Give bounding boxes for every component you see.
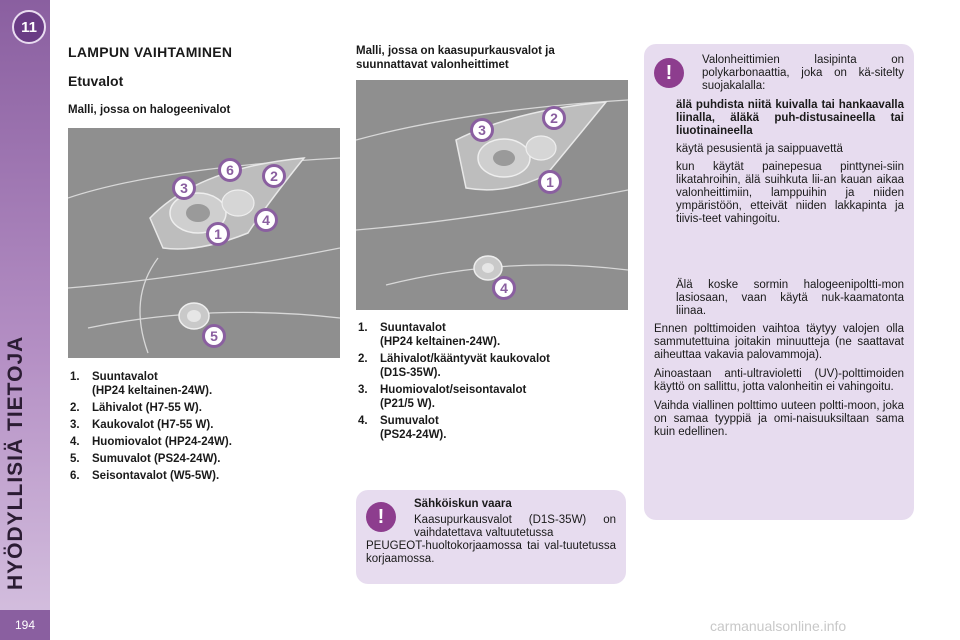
callout-1: 1 [538, 170, 562, 194]
watermark: carmanualsonline.info [710, 618, 847, 634]
list-item: 5. Sumuvalot (PS24-24W). [70, 453, 221, 465]
callout-1: 1 [206, 222, 230, 246]
callout-4: 4 [492, 276, 516, 300]
warning-text-cont: PEUGEOT-huoltokorjaamossa tai val-tuutetussa korjaamossa. [366, 540, 616, 565]
callout-6: 6 [218, 158, 242, 182]
warning-paragraph: Ennen polttimoiden vaihtoa täytyy valojen olla sammutettuina joitakin minuutteja (ne saattavat aiheuttaa vakavia palovammoja). [654, 323, 904, 361]
bullet-item: älä puhdista niitä kuivalla tai hankaavalla liinalla, äläkä puh-distusaineella tai liuotinaineella [676, 99, 904, 137]
bullet-item: Älä koske sormin halogeenipoltti-mon lasiosaan, vaan käytä nuk-kaamatonta liinaa. [676, 279, 904, 317]
callout-4: 4 [254, 208, 278, 232]
warning-title: Sähköiskun vaara [414, 498, 512, 510]
callout-3: 3 [470, 118, 494, 142]
page-number: 194 [0, 610, 50, 640]
chapter-title: HYÖDYLLISIÄ TIETOJA [4, 335, 27, 590]
list-item: 2. Lähivalot/kääntyvät kaukovalot (D1S-35W). [358, 353, 551, 379]
callout-3: 3 [172, 176, 196, 200]
list-item: 4. Sumuvalot (PS24-24W). [358, 415, 447, 441]
exclamation-icon: ! [654, 58, 684, 88]
xenon-bulb-list [358, 321, 628, 445]
callout-2: 2 [542, 106, 566, 130]
chapter-badge: 11 [12, 10, 46, 44]
halogen-bulb-list [70, 370, 340, 486]
headlamp-care-warning [644, 44, 914, 520]
list-item: 4. Huomiovalot (HP24-24W). [70, 436, 232, 448]
exclamation-icon: ! [366, 502, 396, 532]
halogen-headlamp-photo [68, 128, 340, 358]
halogen-heading: Malli, jossa on halogeenivalot [68, 104, 231, 116]
callout-2: 2 [262, 164, 286, 188]
warning-paragraph: Ainoastaan anti-ultravioletti (UV)-polttimoiden käyttö on sallittu, jotta valonheitin ei vahingoitu. [654, 368, 904, 393]
list-item: 3. Huomiovalot/seisontavalot (P21/5 W). [358, 384, 527, 410]
halogen-headlamp-illustration [68, 128, 340, 358]
xenon-headlamp-illustration [356, 80, 628, 310]
warning-paragraph: Vaihda viallinen polttimo uuteen poltti-moon, joka on samaa tyyppiä ja omi-naisuuksiltaan sama kuin edellinen. [654, 400, 904, 438]
list-item: 3. Kaukovalot (H7-55 W). [70, 419, 214, 431]
bullet-item: käytä pesusientä ja saippuavettä [676, 143, 843, 155]
xenon-heading: Malli, jossa on kaasupurkausvalot ja suunnattavat valonheittimet [356, 45, 555, 71]
callout-5: 5 [202, 324, 226, 348]
xenon-headlamp-photo [356, 80, 628, 310]
list-item: 6. Seisontavalot (W5-5W). [70, 470, 220, 482]
list-item: 1. Suuntavalot (HP24 keltainen-24W). [358, 322, 501, 348]
bullet-item: kun käytät painepesua pinttynei-siin likatahroihin, älä suihkuta lii-an kauan aikaa valonheittimiin, lamppuihin ja niiden ympäristöön, etteivät niiden lakkapinta ja tiivis-teet vahingoitu. [676, 161, 904, 225]
list-item: 1. Suuntavalot (HP24 keltainen-24W). [70, 371, 213, 397]
warning-intro: Valonheittimien lasipinta on polykarbonaattia, joka on kä-sitelty suojakalalla: [702, 54, 904, 92]
electric-shock-warning [356, 490, 626, 584]
warning-text: Kaasupurkausvalot (D1S-35W) on vaihdatettava valtuutetussa [414, 514, 616, 539]
list-item: 2. Lähivalot (H7-55 W). [70, 402, 202, 414]
section-title: Etuvalot [68, 73, 124, 89]
page-title: LAMPUN VAIHTAMINEN [68, 44, 233, 60]
